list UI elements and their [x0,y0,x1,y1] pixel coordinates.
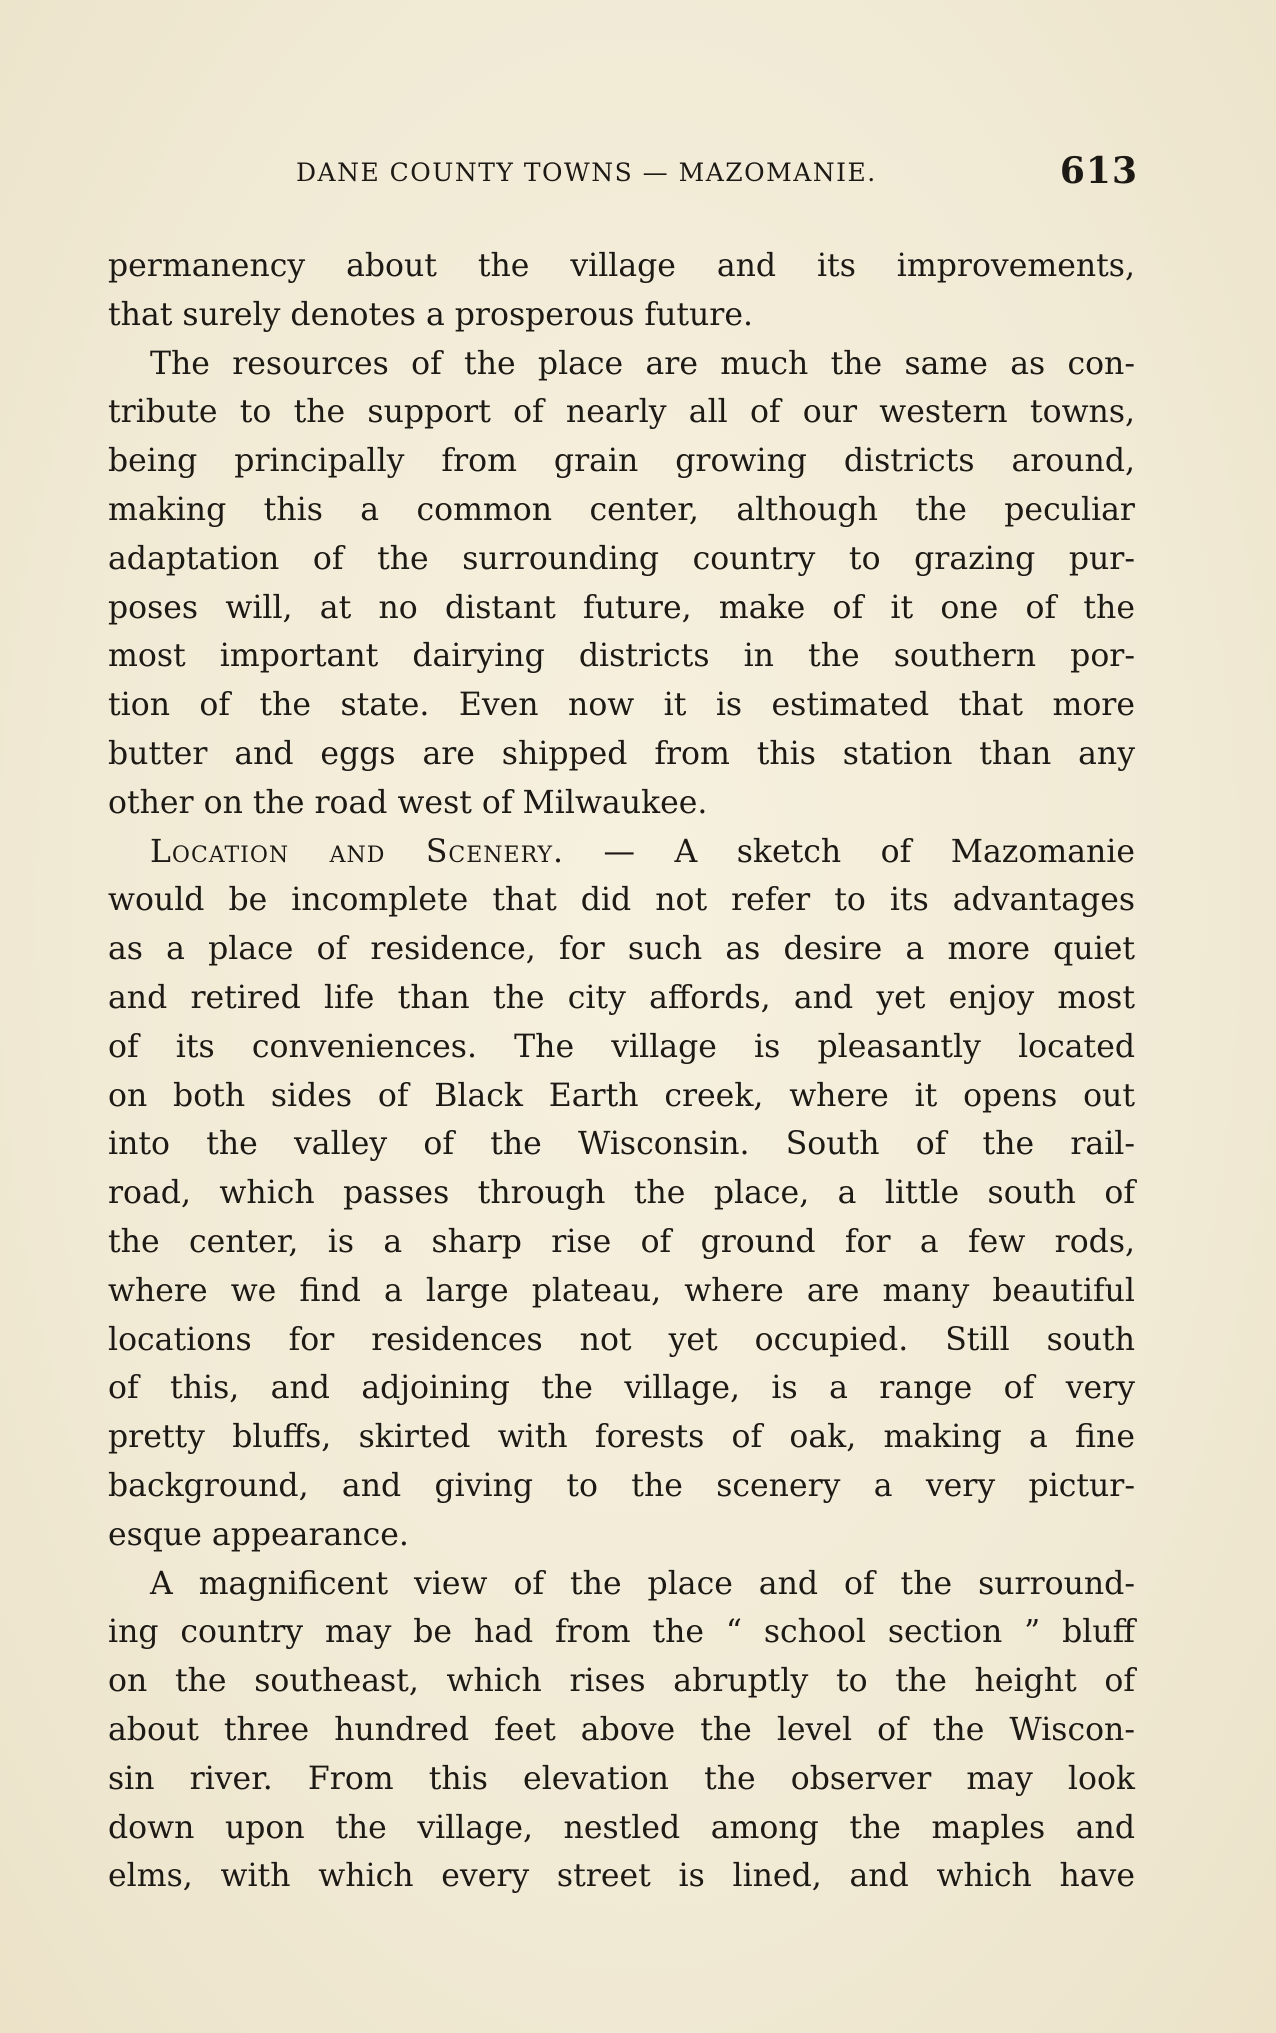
text-line: most important dairying districts in the southern por- [108,638,1135,675]
text-line: background, and giving to the scenery a very pictur- [108,1467,1135,1504]
text-line: road, which passes through the place, a little south of [108,1175,1135,1212]
text-line: tribute to the support of nearly all of our western towns, [108,394,1135,431]
text-line [108,828,1135,877]
text-line: the center, is a sharp rise of ground for a few rods, [108,1223,1135,1260]
text-line: down upon the village, nestled among the maples and [108,1809,1135,1846]
text-line: being principally from grain growing districts around, [108,443,1135,480]
section-heading: Location and Scenery. [150,833,565,870]
text-line: The resources of the place are much the same as con- [150,345,1135,382]
text-line: about three hundred feet above the level of the Wiscon- [108,1711,1135,1748]
text-line: that surely denotes a prosperous future. [108,296,754,333]
text-line: pretty bluffs, skirted with forests of oak, making a fine [108,1419,1135,1456]
paragraph-1 [108,242,1135,340]
text-line: other on the road west of Milwaukee. [108,784,708,821]
text-line: permanency about the village and its improvements, [108,248,1135,284]
text-line: A magnificent view of the place and of the surround- [150,1565,1135,1602]
paragraph-3 [108,828,1135,1560]
text-line: sin river. From this elevation the observer may look [108,1760,1135,1797]
text-line: into the valley of the Wisconsin. South of the rail- [108,1126,1135,1163]
text-line: tion of the state. Even now it is estimated that more [108,687,1135,724]
text-line: poses will, at no distant future, make of it one of the [108,589,1135,626]
text-line: ing country may be had from the “ school section ” bluff [108,1614,1135,1651]
text-line: on both sides of Black Earth creek, where it opens out [108,1077,1135,1114]
paragraph-2 [108,340,1135,828]
running-title: DANE COUNTY TOWNS — MAZOMANIE. [296,158,877,187]
text-line: where we find a large plateau, where are many beautiful [108,1272,1135,1309]
text-line: butter and eggs are shipped from this station than any [108,735,1135,772]
text-line: would be incomplete that did not refer to its advantages [108,882,1135,919]
text-line: esque appearance. [108,1516,409,1553]
text-line: and retired life than the city affords, and yet enjoy most [108,979,1135,1016]
text-line: as a place of residence, for such as desire a more quiet [108,931,1135,968]
body-text [108,242,1135,1901]
text-line: adaptation of the surrounding country to grazing pur- [108,540,1135,577]
text-line: elms, with which every street is lined, and which have [108,1858,1135,1895]
running-head [108,150,1138,200]
text-line: of this, and adjoining the village, is a range of very [108,1370,1135,1407]
heading-line-rest: — A sketch of Mazomanie [603,833,1135,870]
text-line: locations for residences not yet occupied. Still south [108,1321,1135,1358]
page-number: 613 [1059,150,1138,192]
text-line: of its conveniences. The village is pleasantly located [108,1028,1135,1065]
paragraph-4 [108,1560,1135,1902]
text-line: making this a common center, although the peculiar [108,491,1135,528]
text-line: on the southeast, which rises abruptly to the height of [108,1663,1135,1700]
